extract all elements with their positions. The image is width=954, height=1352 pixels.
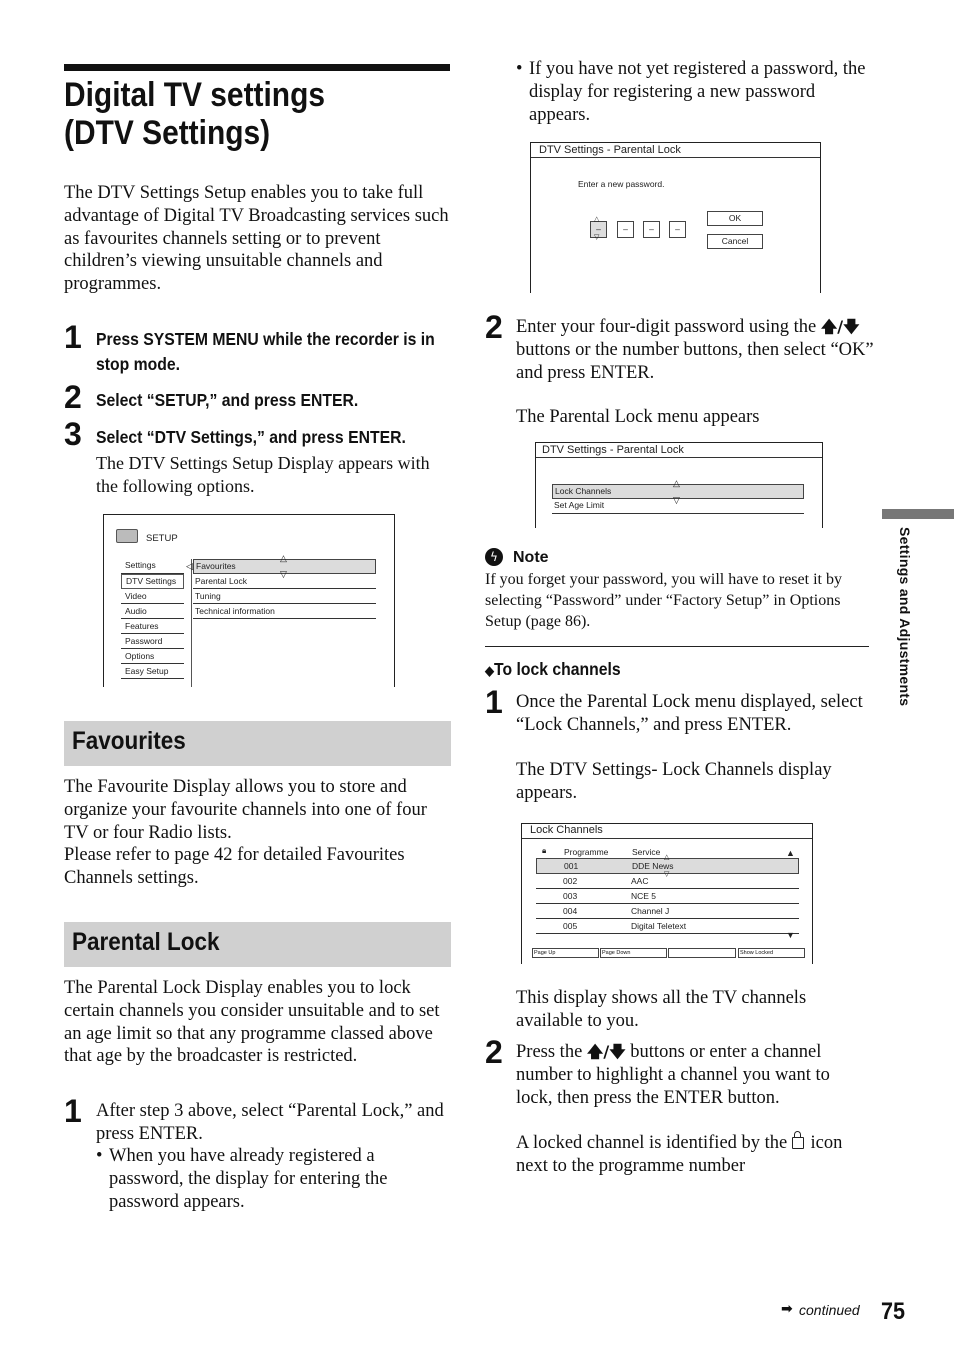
title-underline xyxy=(531,157,820,158)
step-number: 3 xyxy=(64,416,82,452)
scroll-down-icon[interactable]: ▼ xyxy=(786,930,795,940)
channel-row[interactable]: 002 AAC xyxy=(536,874,799,889)
step-text: Press SYSTEM MENU while the recorder is in stop mode. xyxy=(96,329,435,374)
channel-row-selected[interactable]: 001 DDE News xyxy=(536,858,799,874)
padlock-icon xyxy=(792,1137,804,1149)
side-tab-label: Settings and Adjustments xyxy=(897,527,913,707)
setup-menu-item[interactable]: Audio xyxy=(121,604,184,619)
parental-lock-screen xyxy=(535,442,823,528)
password-screen xyxy=(530,142,821,293)
ok-button[interactable]: OK xyxy=(707,211,763,226)
footer-buttons xyxy=(532,948,804,957)
note-text: If you forget your password, you will have to reset it by selecting “Password” under “Factory Setup” in Options Setup (page 86). xyxy=(485,571,842,630)
step3-subtext: The DTV Settings Setup Display appears with the following options. xyxy=(96,453,430,496)
lock-step1-subtext: The DTV Settings- Lock Channels display appears. xyxy=(516,760,832,803)
setup-menu-item[interactable]: Easy Setup xyxy=(121,664,184,679)
column-header-programme: Programme xyxy=(564,847,609,857)
lock-icon: 🔒︎ xyxy=(542,846,547,855)
setup-menu-item[interactable]: Video xyxy=(121,589,184,604)
column-header-service: Service xyxy=(632,847,661,857)
down-arrow-icon: ▽ xyxy=(673,495,680,505)
parental-lock-screen-title: DTV Settings - Parental Lock xyxy=(542,444,684,456)
setup-menu-item[interactable]: Features xyxy=(121,619,184,634)
setup-right-menu xyxy=(193,559,376,619)
favourites-text: The Favourite Display allows you to store and organize your favourite channels into one of four TV or four Radio lists. Please refer to page 42 for detailed Favourites Channels settings. xyxy=(64,777,427,889)
continued-arrow-icon: ➡ xyxy=(781,1301,793,1317)
step-number: 2 xyxy=(485,309,503,345)
step-number: 1 xyxy=(64,319,82,355)
lock-channels-screen-title: Lock Channels xyxy=(530,824,603,836)
down-arrow-icon: ▽ xyxy=(664,870,670,878)
favourites-heading: Favourites xyxy=(64,721,451,766)
setup-submenu-item[interactable]: Tuning xyxy=(193,589,376,604)
page-title: Digital TV settings (DTV Settings) xyxy=(64,76,326,152)
setup-menu-item[interactable]: Settings xyxy=(121,559,184,574)
setup-screen-title: SETUP xyxy=(146,533,178,544)
blank-button[interactable] xyxy=(668,948,736,958)
note-label: Note xyxy=(513,549,549,566)
step-text: Select “DTV Settings,” and press ENTER. xyxy=(96,427,406,447)
title-underline xyxy=(522,838,812,839)
channel-row[interactable]: 003 NCE 5 xyxy=(536,889,799,904)
lock-step1-after: This display shows all the TV channels available to you. xyxy=(516,988,807,1031)
setup-submenu-item[interactable]: Technical information xyxy=(193,604,376,619)
parental-step1-bullet: • When you have already registered a password, the display for entering the password appears. xyxy=(96,1146,388,1212)
step-number: 2 xyxy=(485,1034,503,1070)
scroll-up-icon[interactable]: ▲ xyxy=(786,848,795,858)
step-number: 1 xyxy=(64,1093,82,1129)
up-arrow-icon: △ xyxy=(673,478,680,488)
channel-row[interactable]: 005 Digital Teletext xyxy=(536,919,799,934)
left-arrow-icon: ◁ xyxy=(186,561,193,571)
parental-lock-heading: Parental Lock xyxy=(64,922,451,967)
setup-screen xyxy=(103,514,395,687)
page-up-button[interactable]: Page Up xyxy=(532,948,599,958)
step-number: 1 xyxy=(485,684,503,720)
note-icon: ϟ xyxy=(485,548,503,566)
parental-step1-text: After step 3 above, select “Parental Lock,” and press ENTER. xyxy=(96,1101,444,1144)
step2-text: Enter your four-digit password using the 🡅/🡇 buttons or the number buttons, then select “OK” and press ENTER. xyxy=(516,317,874,383)
setup-menu-item[interactable]: Options xyxy=(121,649,184,664)
setup-divider xyxy=(191,559,192,687)
step-number: 2 xyxy=(64,379,82,415)
step-text: Select “SETUP,” and press ENTER. xyxy=(96,390,359,410)
setup-submenu-item-selected[interactable]: Favourites xyxy=(193,559,376,574)
lock-channels-heading: ◆To lock channels xyxy=(485,659,621,679)
lock-channels-screen xyxy=(521,823,813,964)
setup-submenu-item[interactable]: Parental Lock xyxy=(193,574,376,589)
down-arrow-icon: ▽ xyxy=(280,569,287,579)
step2-subtext: The Parental Lock menu appears xyxy=(516,407,760,427)
setup-icon xyxy=(116,529,138,543)
setup-left-menu xyxy=(121,559,184,679)
cancel-button[interactable]: Cancel xyxy=(707,234,763,249)
title-rule xyxy=(64,64,450,71)
menu-item-lock-channels[interactable]: Lock Channels xyxy=(552,484,804,499)
up-arrow-icon: △ xyxy=(664,853,670,861)
menu-item-set-age-limit[interactable]: Set Age Limit xyxy=(552,499,804,514)
password-screen-title: DTV Settings - Parental Lock xyxy=(539,144,681,156)
password-digit-3[interactable]: – xyxy=(643,221,660,238)
side-tab-bar xyxy=(882,509,954,519)
page-down-button[interactable]: Page Down xyxy=(600,948,667,958)
new-password-bullet: • If you have not yet registered a password, the display for registering a new password appears. xyxy=(516,59,866,125)
lock-step2-subtext: A locked channel is identified by the icon next to the programme number xyxy=(516,1133,843,1176)
password-prompt: Enter a new password. xyxy=(578,179,665,189)
page-number: 75 xyxy=(881,1298,906,1325)
up-down-arrow-icon: 🡅/🡇 xyxy=(820,317,860,336)
title-underline xyxy=(536,457,822,458)
diamond-bullet-icon: ◆ xyxy=(485,663,494,678)
password-digit-2[interactable]: – xyxy=(617,221,634,238)
parental-lock-text: The Parental Lock Display enables you to lock certain channels you consider unsuitable and to set an age limit so that any programme classed above that age by the broadcaster is restricted. xyxy=(64,978,440,1067)
setup-menu-item-selected[interactable]: DTV Settings xyxy=(121,574,184,589)
password-digit-1[interactable]: – xyxy=(590,221,607,238)
down-arrow-icon: ▽ xyxy=(594,233,600,241)
password-digit-4[interactable]: – xyxy=(669,221,686,238)
up-arrow-icon: △ xyxy=(280,553,287,563)
note-rule xyxy=(485,646,869,647)
continued-label: continued xyxy=(799,1302,860,1318)
lock-step1-text: Once the Parental Lock menu displayed, select “Lock Channels,” and press ENTER. xyxy=(516,692,863,735)
lock-step2-text: Press the 🡅/🡇 buttons or enter a channel number to highlight a channel you want to lock, then press the ENTER button. xyxy=(516,1042,830,1108)
up-arrow-icon: △ xyxy=(594,215,600,223)
intro-paragraph: The DTV Settings Setup enables you to take full advantage of Digital TV Broadcasting services such as favourites channels setting or to prevent children’s viewing unsuitable channels and programmes. xyxy=(64,183,449,295)
up-down-arrow-icon: 🡅/🡇 xyxy=(586,1042,626,1061)
channel-row[interactable]: 004 Channel J xyxy=(536,904,799,919)
show-locked-button[interactable]: Show Locked xyxy=(738,948,805,958)
setup-menu-item[interactable]: Password xyxy=(121,634,184,649)
